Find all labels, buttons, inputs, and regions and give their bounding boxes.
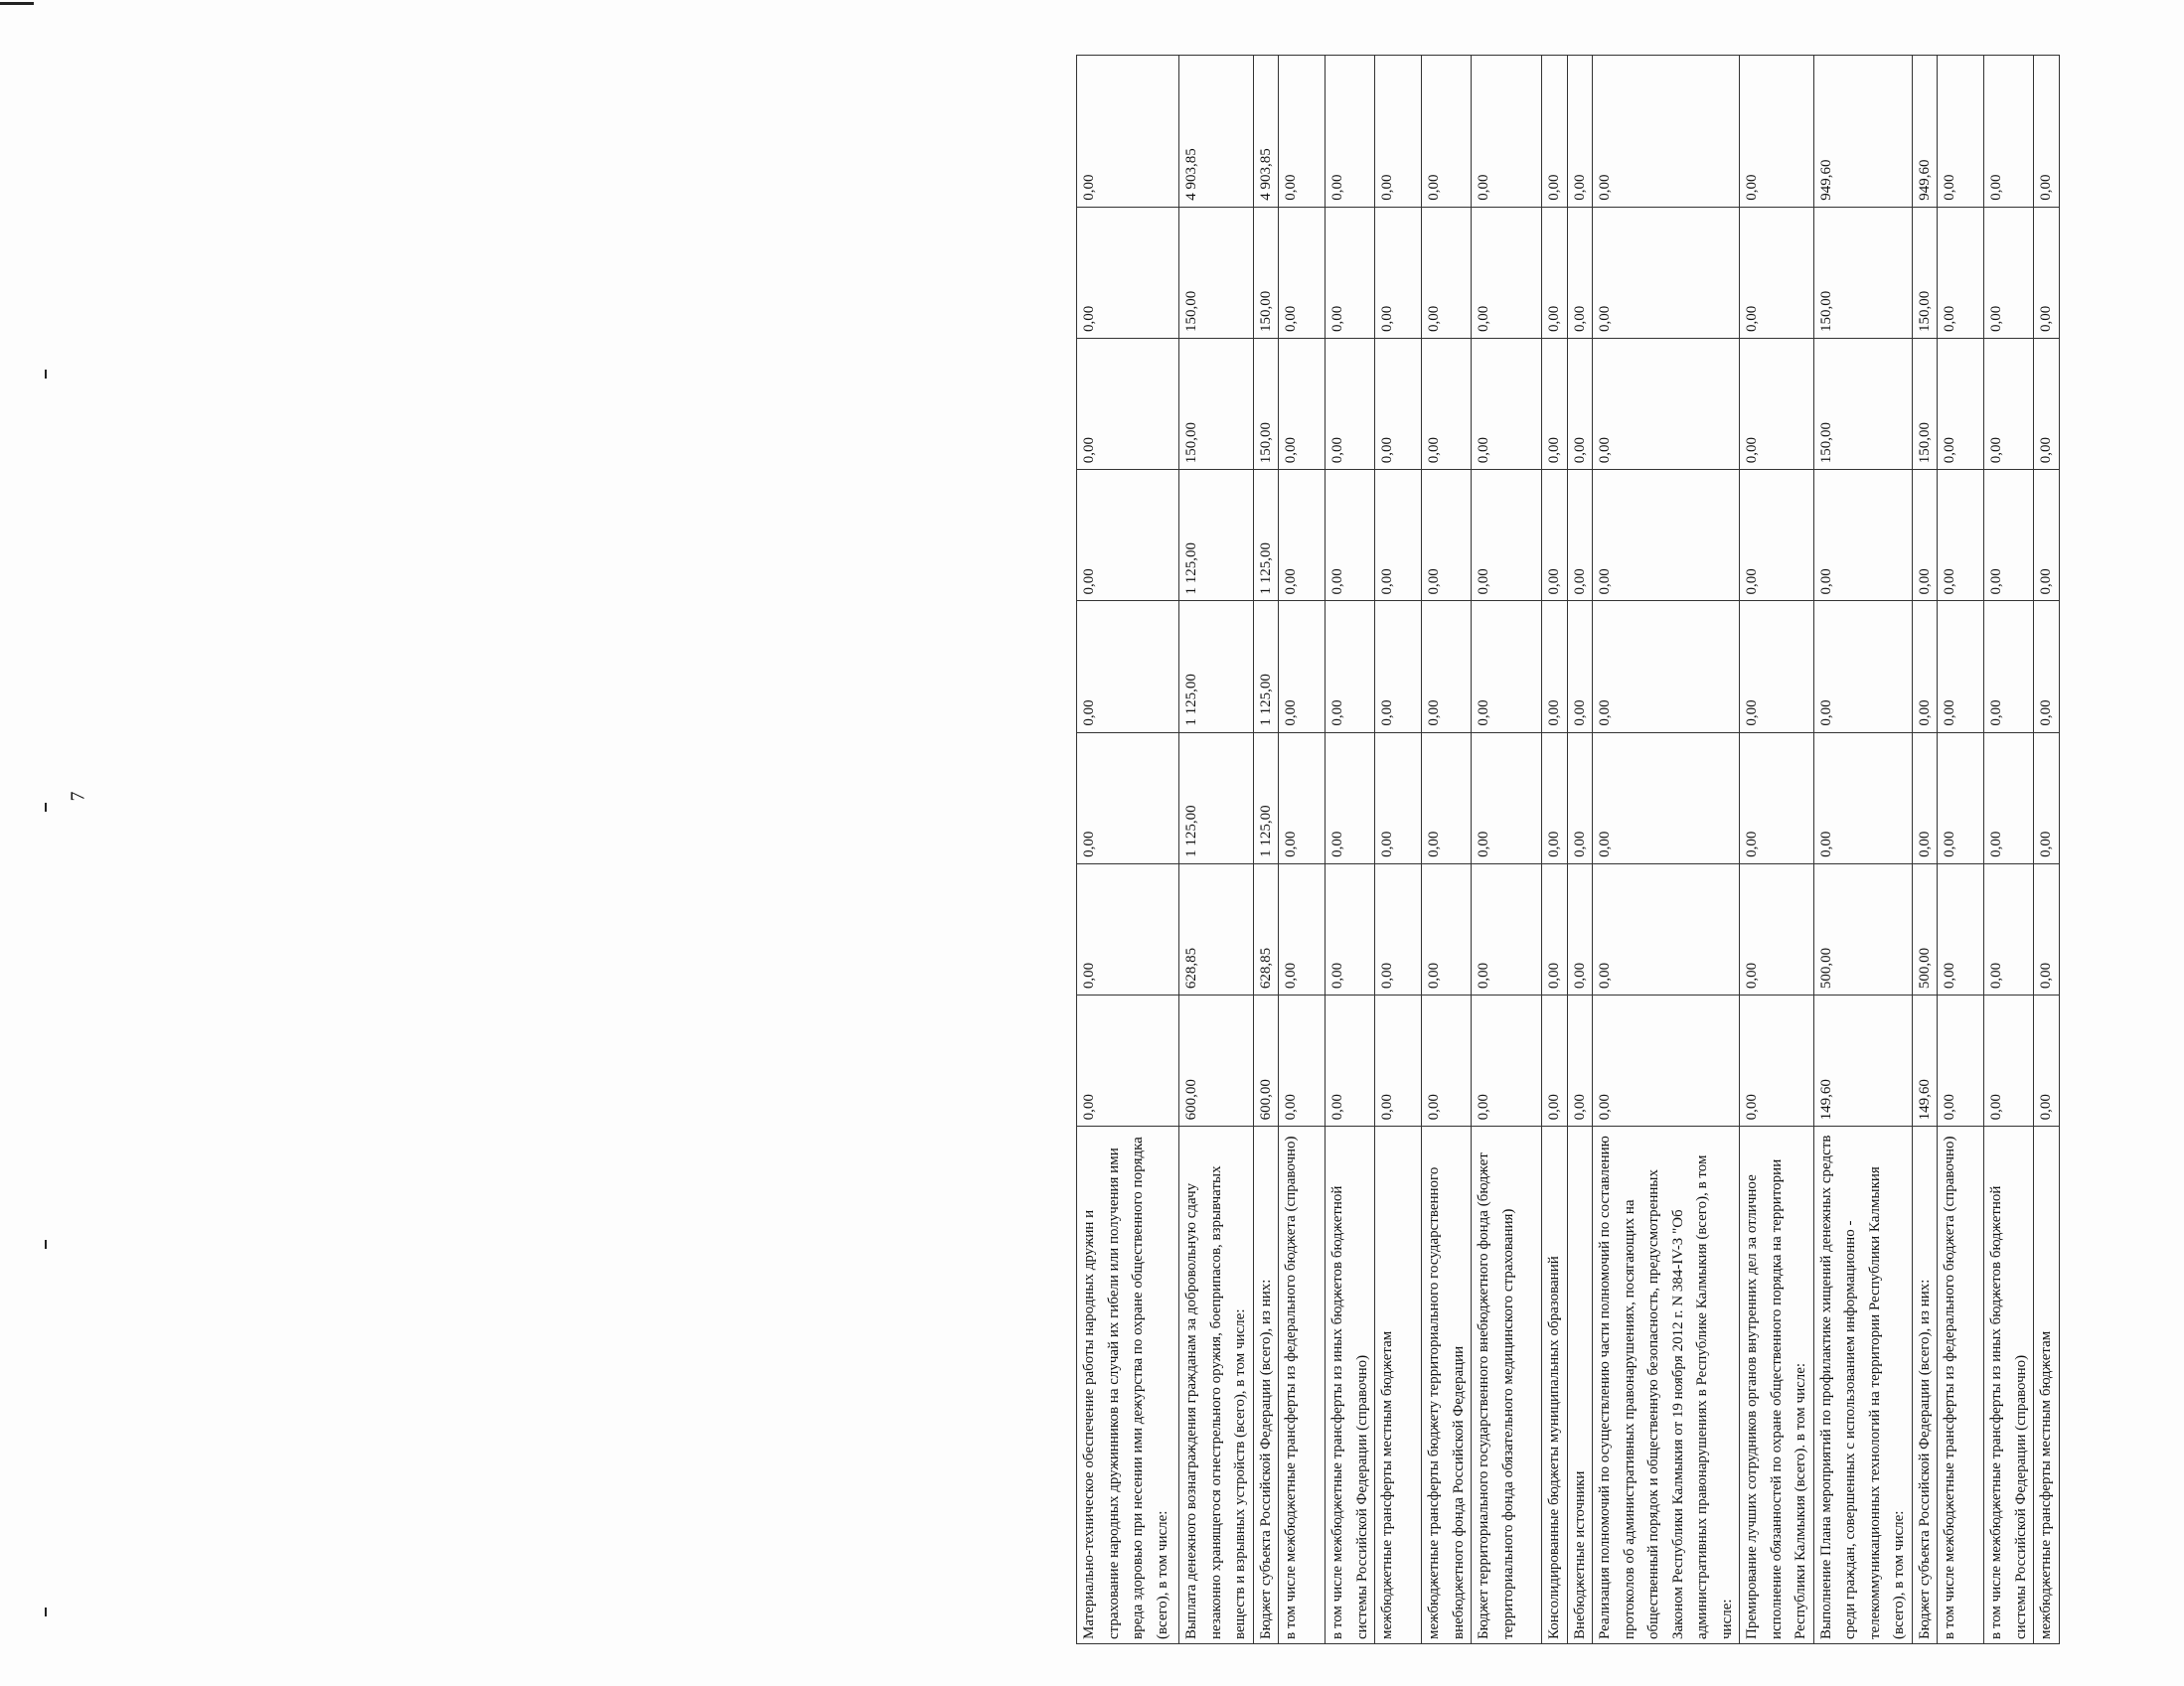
value-cell: 4 903,85 (1253, 56, 1279, 208)
value-cell: 0,00 (1279, 996, 1326, 1127)
row-label: Бюджет субъекта Российской Федерации (всего), из них: (1912, 1127, 1938, 1644)
value-cell: 0,00 (1938, 601, 1984, 732)
table-row (1567, 56, 1593, 1644)
value-cell: 0,00 (1279, 732, 1326, 863)
value-cell: 0,00 (2034, 207, 2060, 338)
table-row (1077, 56, 1179, 1644)
value-cell: 0,00 (1472, 601, 1542, 732)
value-cell: 150,00 (1253, 207, 1279, 338)
value-cell: 0,00 (1740, 996, 1814, 1127)
scan-speck (45, 803, 47, 812)
value-cell: 0,00 (1542, 207, 1568, 338)
value-cell: 0,00 (1077, 470, 1179, 601)
value-cell: 0,00 (1422, 732, 1472, 863)
value-cell: 0,00 (1593, 863, 1740, 995)
value-cell: 0,00 (1567, 470, 1593, 601)
value-cell: 0,00 (1740, 339, 1814, 470)
value-cell: 0,00 (1567, 863, 1593, 995)
value-cell: 0,00 (1542, 56, 1568, 208)
value-cell: 0,00 (1593, 56, 1740, 208)
value-cell: 0,00 (1326, 207, 1375, 338)
row-label: Выплата денежного вознаграждения гражданам за добровольную сдачу незаконно хранящегося огнестрельного оружия, боеприпасов, взрывчатых веществ и взрывных устройств (всего), в том числе: (1179, 1127, 1254, 1644)
value-cell: 0,00 (1422, 601, 1472, 732)
value-cell: 0,00 (1542, 996, 1568, 1127)
value-cell: 0,00 (1938, 207, 1984, 338)
table-row (1422, 56, 1472, 1644)
row-label: межбюджетные трансферты местным бюджетам (1375, 1127, 1422, 1644)
value-cell: 1 125,00 (1253, 470, 1279, 601)
value-cell: 0,00 (1077, 732, 1179, 863)
value-cell: 0,00 (1326, 601, 1375, 732)
value-cell: 0,00 (1593, 470, 1740, 601)
row-label: Реализация полномочий по осуществлению части полномочий по составлению протоколов об административных правонарушениях, посягающих на общественный порядок и общественную безопасность, предусмотренных Законом Республики Калмыкия от 19 ноября 2012 г. N 384-IV-З "Об административных правонарушениях в Республике Калмыкия (всего), в том числе: (1593, 1127, 1740, 1644)
value-cell: 0,00 (1567, 339, 1593, 470)
value-cell: 0,00 (1567, 732, 1593, 863)
table-row (1279, 56, 1326, 1644)
value-cell: 0,00 (1740, 470, 1814, 601)
value-cell: 1 125,00 (1253, 601, 1279, 732)
value-cell: 0,00 (1472, 470, 1542, 601)
table-row (1179, 56, 1254, 1644)
value-cell: 0,00 (1542, 601, 1568, 732)
value-cell: 0,00 (1472, 996, 1542, 1127)
row-label: в том числе межбюджетные трансферты из иных бюджетов бюджетной системы Российской Федерации (справочно) (1326, 1127, 1375, 1644)
value-cell: 600,00 (1179, 996, 1254, 1127)
table-row (1593, 56, 1740, 1644)
value-cell: 0,00 (1984, 207, 2034, 338)
value-cell: 0,00 (1375, 339, 1422, 470)
value-cell: 0,00 (1279, 339, 1326, 470)
value-cell: 0,00 (1593, 339, 1740, 470)
value-cell: 0,00 (1938, 996, 1984, 1127)
table-row (1813, 56, 1912, 1644)
row-label: Бюджет территориального государственного внебюджетного фонда (бюджет территориального фонда обязательного медицинского страхования) (1472, 1127, 1542, 1644)
row-label: Выполнение Плана мероприятий по профилактике хищений денежных средств среди граждан, совершенных с использованием информационно - телекоммуникационных технологий на территории Республики Калмыкия (всего), в том числе: (1813, 1127, 1912, 1644)
row-label: Консолидированные бюджеты муниципальных образований (1542, 1127, 1568, 1644)
value-cell: 0,00 (2034, 470, 2060, 601)
value-cell: 0,00 (1279, 470, 1326, 601)
value-cell: 0,00 (1984, 996, 2034, 1127)
value-cell: 0,00 (1077, 339, 1179, 470)
value-cell: 0,00 (1422, 56, 1472, 208)
value-cell: 0,00 (1279, 207, 1326, 338)
value-cell: 0,00 (1422, 470, 1472, 601)
value-cell: 0,00 (1740, 863, 1814, 995)
value-cell: 0,00 (1542, 732, 1568, 863)
value-cell: 0,00 (1077, 863, 1179, 995)
value-cell: 0,00 (1740, 56, 1814, 208)
value-cell: 0,00 (1938, 732, 1984, 863)
value-cell: 0,00 (1375, 601, 1422, 732)
value-cell: 150,00 (1813, 207, 1912, 338)
value-cell: 0,00 (2034, 996, 2060, 1127)
table-row (2034, 56, 2060, 1644)
value-cell: 0,00 (1077, 56, 1179, 208)
table-row (1740, 56, 1814, 1644)
value-cell: 0,00 (1813, 470, 1912, 601)
value-cell: 150,00 (1912, 207, 1938, 338)
table-row (1938, 56, 1984, 1644)
table-row (1542, 56, 1568, 1644)
value-cell: 0,00 (1375, 996, 1422, 1127)
value-cell: 0,00 (1326, 56, 1375, 208)
value-cell: 0,00 (1984, 470, 2034, 601)
value-cell: 0,00 (1542, 863, 1568, 995)
value-cell: 0,00 (1077, 996, 1179, 1127)
value-cell: 0,00 (1375, 207, 1422, 338)
value-cell: 0,00 (1542, 470, 1568, 601)
value-cell: 150,00 (1912, 339, 1938, 470)
row-label: межбюджетные трансферты местным бюджетам (2034, 1127, 2060, 1644)
value-cell: 0,00 (1567, 601, 1593, 732)
table-row (1472, 56, 1542, 1644)
scan-speck (45, 1608, 47, 1616)
value-cell: 0,00 (2034, 732, 2060, 863)
value-cell: 150,00 (1813, 339, 1912, 470)
table-row (1375, 56, 1422, 1644)
value-cell: 628,85 (1253, 863, 1279, 995)
value-cell: 149,60 (1912, 996, 1938, 1127)
scan-speck (0, 2, 34, 5)
row-label: в том числе межбюджетные трансферты из иных бюджетов бюджетной системы Российской Федерации (справочно) (1984, 1127, 2034, 1644)
value-cell: 0,00 (1422, 339, 1472, 470)
value-cell: 150,00 (1179, 207, 1254, 338)
value-cell: 0,00 (1912, 470, 1938, 601)
value-cell: 150,00 (1179, 339, 1254, 470)
row-label: Бюджет субъекта Российской Федерации (всего), из них: (1253, 1127, 1279, 1644)
value-cell: 0,00 (1472, 339, 1542, 470)
value-cell: 0,00 (1422, 863, 1472, 995)
value-cell: 0,00 (1567, 207, 1593, 338)
value-cell: 0,00 (1567, 56, 1593, 208)
value-cell: 0,00 (1077, 207, 1179, 338)
value-cell: 0,00 (1593, 732, 1740, 863)
value-cell: 0,00 (1326, 339, 1375, 470)
value-cell: 0,00 (1567, 996, 1593, 1127)
value-cell: 0,00 (1813, 732, 1912, 863)
value-cell: 0,00 (1984, 863, 2034, 995)
value-cell: 1 125,00 (1179, 470, 1254, 601)
row-label: в том числе межбюджетные трансферты из федерального бюджета (справочно) (1938, 1127, 1984, 1644)
value-cell: 0,00 (1938, 470, 1984, 601)
value-cell: 500,00 (1912, 863, 1938, 995)
value-cell: 0,00 (1593, 601, 1740, 732)
table-row (1326, 56, 1375, 1644)
value-cell: 0,00 (1984, 339, 2034, 470)
value-cell: 0,00 (1472, 207, 1542, 338)
table-row (1984, 56, 2034, 1644)
scan-speck (45, 1240, 47, 1249)
value-cell: 0,00 (1740, 207, 1814, 338)
table-row (1912, 56, 1938, 1644)
value-cell: 0,00 (1740, 601, 1814, 732)
value-cell: 150,00 (1253, 339, 1279, 470)
table-body (1077, 56, 2060, 1644)
value-cell: 0,00 (2034, 56, 2060, 208)
budget-table (1076, 55, 2060, 1644)
value-cell: 149,60 (1813, 996, 1912, 1127)
value-cell: 0,00 (1593, 207, 1740, 338)
value-cell: 0,00 (1422, 207, 1472, 338)
value-cell: 0,00 (1279, 863, 1326, 995)
value-cell: 0,00 (2034, 339, 2060, 470)
value-cell: 0,00 (1375, 56, 1422, 208)
value-cell: 949,60 (1813, 56, 1912, 208)
row-label: межбюджетные трансферты бюджету территориального государственного внебюджетного фонда Российской Федерации (1422, 1127, 1472, 1644)
value-cell: 0,00 (1326, 732, 1375, 863)
value-cell: 500,00 (1813, 863, 1912, 995)
value-cell: 0,00 (1984, 601, 2034, 732)
value-cell: 1 125,00 (1179, 732, 1254, 863)
value-cell: 0,00 (1912, 732, 1938, 863)
value-cell: 1 125,00 (1253, 732, 1279, 863)
value-cell: 0,00 (1472, 863, 1542, 995)
value-cell: 0,00 (1375, 470, 1422, 601)
value-cell: 4 903,85 (1179, 56, 1254, 208)
rotated-table-container (1076, 55, 2184, 1644)
value-cell: 0,00 (1375, 863, 1422, 995)
value-cell: 0,00 (1326, 996, 1375, 1127)
value-cell: 0,00 (1326, 863, 1375, 995)
value-cell: 0,00 (1279, 601, 1326, 732)
row-label: Внебюджетные источники (1567, 1127, 1593, 1644)
value-cell: 0,00 (1279, 56, 1326, 208)
row-label: Премирование лучших сотрудников органов внутренних дел за отличное исполнение обязанностей по охране общественного порядка на территории Республики Калмыкия (всего). в том числе: (1740, 1127, 1814, 1644)
value-cell: 0,00 (1813, 601, 1912, 732)
value-cell: 600,00 (1253, 996, 1279, 1127)
table-row (1253, 56, 1279, 1644)
scan-speck (45, 370, 47, 379)
value-cell: 949,60 (1912, 56, 1938, 208)
value-cell: 1 125,00 (1179, 601, 1254, 732)
value-cell: 0,00 (1984, 732, 2034, 863)
page-number: 7 (67, 791, 89, 802)
value-cell: 0,00 (1593, 996, 1740, 1127)
value-cell: 0,00 (1938, 56, 1984, 208)
value-cell: 628,85 (1179, 863, 1254, 995)
row-label: в том числе межбюджетные трансферты из федерального бюджета (справочно) (1279, 1127, 1326, 1644)
value-cell: 0,00 (1912, 601, 1938, 732)
value-cell: 0,00 (2034, 601, 2060, 732)
value-cell: 0,00 (1326, 470, 1375, 601)
value-cell: 0,00 (1740, 732, 1814, 863)
value-cell: 0,00 (1375, 732, 1422, 863)
value-cell: 0,00 (2034, 863, 2060, 995)
row-label: Материально-техническое обеспечение работы народных дружин и страхование народных дружинников на случай их гибели или получения ими вреда здоровью при несении ими дежурства по охране общественного порядка (всего), в том числе: (1077, 1127, 1179, 1644)
value-cell: 0,00 (1984, 56, 2034, 208)
value-cell: 0,00 (1938, 863, 1984, 995)
value-cell: 0,00 (1542, 339, 1568, 470)
value-cell: 0,00 (1938, 339, 1984, 470)
value-cell: 0,00 (1472, 732, 1542, 863)
value-cell: 0,00 (1077, 601, 1179, 732)
value-cell: 0,00 (1422, 996, 1472, 1127)
value-cell: 0,00 (1472, 56, 1542, 208)
